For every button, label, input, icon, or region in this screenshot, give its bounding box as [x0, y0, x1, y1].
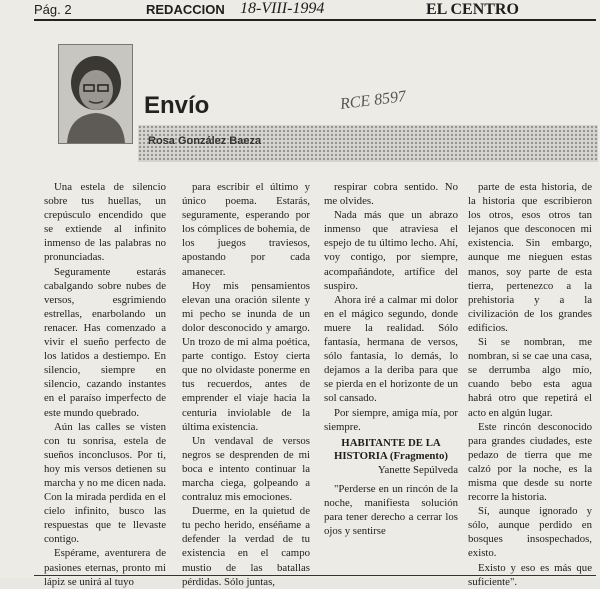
column-1 — [44, 180, 166, 589]
page-header — [34, 2, 594, 20]
paragraph: para escribir el último y único poema. Estarás, seguramente, esperando por los cómplices de bohemia, de los juegos traviesos, apostando por cada amanecer. — [182, 181, 310, 278]
paragraph: Si se nombran, me nombran, si se cae una casa, se derrumba algo mío, cuando bebo esta agua habrá otro que repetirá el acto en algún lugar. — [468, 336, 592, 419]
paragraph: Nada más que un abrazo inmenso que atraviesa el espejo de tu último lecho. Ahí, voy contigo, por siempre, acompañándote, artífice del suspiro. — [324, 209, 458, 292]
paragraph: "Perderse en un rincón de la noche, manifiesta solución para tener derecho a cerrar los ojos y sentirse — [324, 482, 458, 538]
author-photo — [58, 44, 133, 144]
page-number: Pág. 2 — [34, 2, 72, 17]
column-2 — [182, 180, 310, 589]
handwritten-date: 18-VIII-1994 — [240, 0, 325, 17]
paragraph: Este rincón desconocido para grandes ciudades, este pedazo de tierra que me calzó por la noche, es la misma que desde su norte recorre la historia. — [468, 420, 592, 504]
paragraph: Duerme, en la quietud de tu pecho herido, enséñame a defender la verdad de tu existencia en el campo mustio de las batallas pérdidas. Sólo juntas, — [182, 505, 310, 588]
paragraph: Aún las calles se visten con tu sonrisa, estela de sueños inconclusos. Por ti, hoy mis versos detienen su marcha y no me dicen nada. Con la mirada perdida en el cielo infinito, busco las respuestas que te llevaste contigo. — [44, 420, 166, 546]
column-3 — [324, 180, 458, 538]
paragraph: Seguramente estarás cabalgando sobre nubes de versos, esgrimiendo estrellas, enarbolando un renacer. Has comenzado a vivir el sueño perfecto de los latidos a destiempo. En silencio, siempre en silencio, cazando instantes en el paraíso imperfecto de este mundo quebrado. — [44, 265, 166, 419]
paragraph: respirar cobra sentido. No me olvides. — [324, 181, 458, 208]
paragraph: Una estela de silencio sobre tus huellas, un crepúsculo encendido que se extiende al infinito inmenso de las palabras no pronunciadas. — [44, 181, 166, 264]
paragraph: Por siempre, amiga mía, por siempre. — [324, 406, 458, 433]
fragment-author: Yanette Sepúlveda — [377, 463, 458, 476]
paragraph: Sí, aunque ignorado y sólo, aunque perdido en bosques insospechados, existo. — [468, 505, 592, 560]
paragraph: Un vendaval de versos negros se desprenden de mi boca e intento continuar la marcha ciega, golpeando a contraluz mis emociones. — [182, 434, 310, 504]
paragraph: Hoy mis pensamientos elevan una oración silente y mi pecho se inunda de un dolor desconocido y amargo. Un trozo de mi alma poética, parte contigo. Estoy cierta que no olvidaste ponerme en tus recuerdos, antes de emprender el viaje hacia la centuria inviolable de la última existencia. — [182, 279, 310, 433]
fragment-heading-line1: HABITANTE DE LA — [341, 436, 441, 449]
fragment-heading-line2: HISTORIA (Fragmento) — [333, 449, 449, 462]
header-rule — [34, 19, 596, 21]
section-name: REDACCION — [146, 2, 225, 17]
paragraph: parte de esta historia, de la historia que escribieron los otros, esos otros tan lejanos que desconocen mi existencia. Sin embargo, aunque me nieguen estas manos, soy parte de esta tierra, pertenezco a la prehistoria y a la civilización de los grandes edificios. — [468, 181, 592, 334]
bottom-rule — [34, 575, 596, 576]
column-4 — [468, 180, 592, 589]
article-author: Rosa González Baeza — [148, 135, 262, 147]
paragraph: Ahora iré a calmar mi dolor en el mágico segundo, donde muere la realidad. Sólo fantasía, hermana de versos, sólo fantasía, lo demás, lo dejamos a la deriba para que se pierda en el horizonte de un sol cansado. — [324, 293, 458, 405]
archive-stamp: RCE 8597 — [339, 88, 407, 113]
newspaper-name: EL CENTRO — [426, 1, 519, 18]
paragraph: Existo y eso es más que suficiente". — [468, 561, 592, 588]
fragment-heading — [324, 437, 458, 463]
article-title: Envío — [144, 92, 210, 119]
paragraph: Espérame, aventurera de pasiones eternas, pronto mi lápiz se unirá al tuyo — [44, 547, 166, 588]
